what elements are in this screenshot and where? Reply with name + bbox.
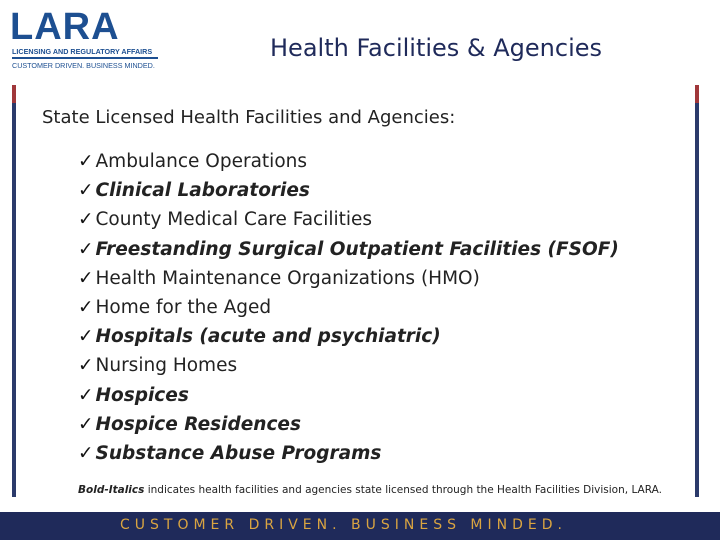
list-item-label: Substance Abuse Programs [95,442,382,464]
check-icon: ✓ [78,296,94,318]
slide-subtitle: State Licensed Health Facilities and Agencies: [42,107,456,128]
list-item-label: Nursing Homes [95,355,238,377]
logo-divider [12,57,158,59]
list-item [78,381,619,410]
list-item-label: Home for the Aged [95,296,272,318]
logo-wordmark: LARA [10,6,120,48]
list-item [78,410,619,439]
check-icon: ✓ [78,180,94,202]
check-icon: ✓ [78,151,94,172]
check-icon: ✓ [78,384,94,406]
check-icon: ✓ [78,355,94,377]
facility-list [78,147,619,468]
footer-bar [0,512,720,540]
list-item-label: Ambulance Operations [95,151,308,172]
list-item-label: Hospitals (acute and psychiatric) [95,326,441,348]
right-border-bar [695,85,699,497]
list-item-label: Hospice Residences [95,413,301,435]
footnote [78,484,678,496]
left-border-accent [12,85,16,103]
list-item-label: County Medical Care Facilities [95,209,373,231]
list-item-label: Health Maintenance Organizations (HMO) [95,267,480,289]
slide-title: Health Facilities & Agencies [270,34,603,62]
list-item [78,264,619,293]
list-item-label: Clinical Laboratories [95,180,310,202]
list-item-label: Freestanding Surgical Outpatient Facilities (FSOF) [95,238,619,260]
check-icon: ✓ [78,326,94,348]
lara-logo [10,8,160,68]
check-icon: ✓ [78,442,94,464]
check-icon: ✓ [78,413,94,435]
check-icon: ✓ [78,267,94,289]
left-border-bar [12,85,16,497]
list-item [78,439,619,468]
logo-tagline: CUSTOMER DRIVEN. BUSINESS MINDED. [12,61,155,70]
footnote-emphasis: Bold-Italics [78,484,145,496]
list-item [78,205,619,234]
list-item [78,351,619,380]
list-item [78,176,619,205]
right-border-accent [695,85,699,103]
footnote-text: indicates health facilities and agencies state licensed through the Health Facilities Division, LARA. [144,484,662,496]
list-item [78,322,619,351]
check-icon: ✓ [78,238,94,260]
logo-subtitle-agency: LICENSING AND REGULATORY AFFAIRS [12,47,153,56]
list-item [78,235,619,264]
footer-tagline: CUSTOMER DRIVEN. BUSINESS MINDED. [120,517,567,533]
check-icon: ✓ [78,209,94,231]
list-item [78,147,619,176]
list-item-label: Hospices [95,384,189,406]
list-item [78,293,619,322]
